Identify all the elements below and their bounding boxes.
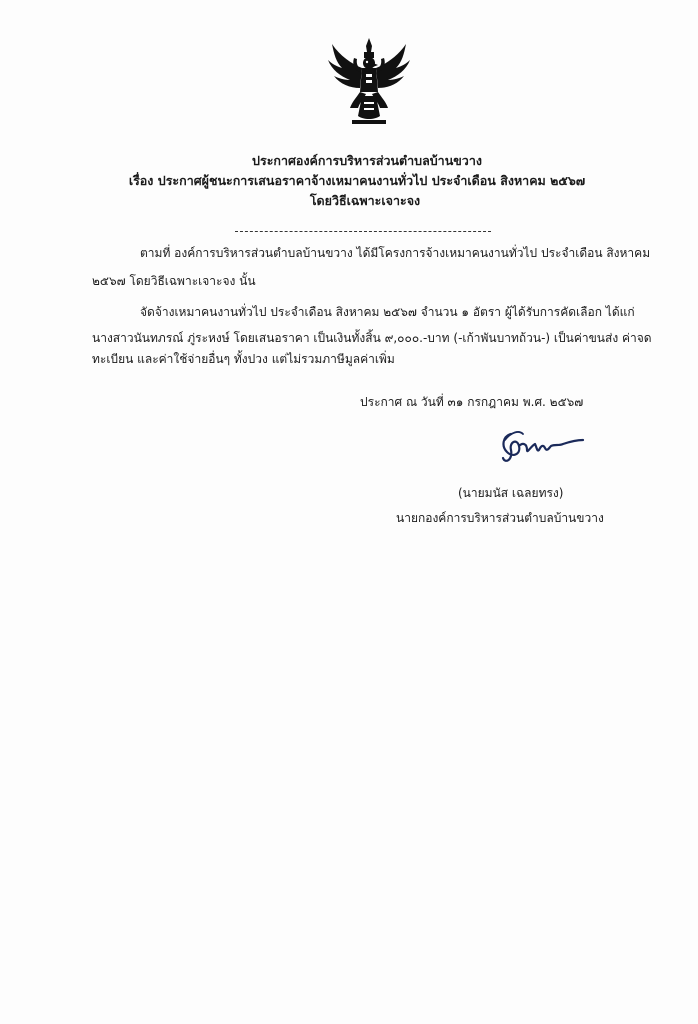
- garuda-emblem-icon: [322, 36, 416, 128]
- paragraph-1-line-1: ตามที่ องค์การบริหารส่วนตำบลบ้านขวาง ได้มีโครงการจ้างเหมาคนงานทั่วไป ประจำเดือน สิงหาคม: [140, 246, 651, 260]
- handwritten-signature: [497, 428, 587, 468]
- signer-title: นายกองค์การบริหารส่วนตำบลบ้านขวาง: [396, 511, 604, 525]
- signer-name: (นายมนัส เฉลยทรง): [458, 486, 564, 500]
- document-method: โดยวิธีเฉพาะเจาะจง: [309, 193, 421, 208]
- paragraph-2-line-3: ทะเบียน และค่าใช้จ่ายอื่นๆ ทั้งปวง แต่ไม่รวมภาษีมูลค่าเพิ่ม: [92, 352, 395, 366]
- paragraph-2-line-1: จัดจ้างเหมาคนงานทั่วไป ประจำเดือน สิงหาคม ๒๕๖๗ จำนวน ๑ อัตรา ผู้ได้รับการคัดเลือก ได้แก่: [140, 305, 635, 319]
- paragraph-1-line-2: ๒๕๖๗ โดยวิธีเฉพาะเจาะจง นั้น: [92, 274, 256, 288]
- announcement-date: ประกาศ ณ วันที่ ๓๑ กรกฎาคม พ.ศ. ๒๕๖๗: [360, 395, 584, 409]
- paragraph-2-line-2: นางสาวนันทภรณ์ ภู่ระหงษ์ โดยเสนอราคา เป็นเงินทั้งสิ้น ๙,๐๐๐.-บาท (-เก้าพันบาทถ้วน-) เป็นค่าขนส่ง ค่าจด: [92, 331, 652, 345]
- document-subject: เรื่อง ประกาศผู้ชนะการเสนอราคาจ้างเหมาคนงานทั่วไป ประจำเดือน สิงหาคม ๒๕๖๗: [128, 173, 586, 188]
- document-title: ประกาศองค์การบริหารส่วนตำบลบ้านขวาง: [252, 153, 482, 168]
- header-divider: [235, 231, 491, 232]
